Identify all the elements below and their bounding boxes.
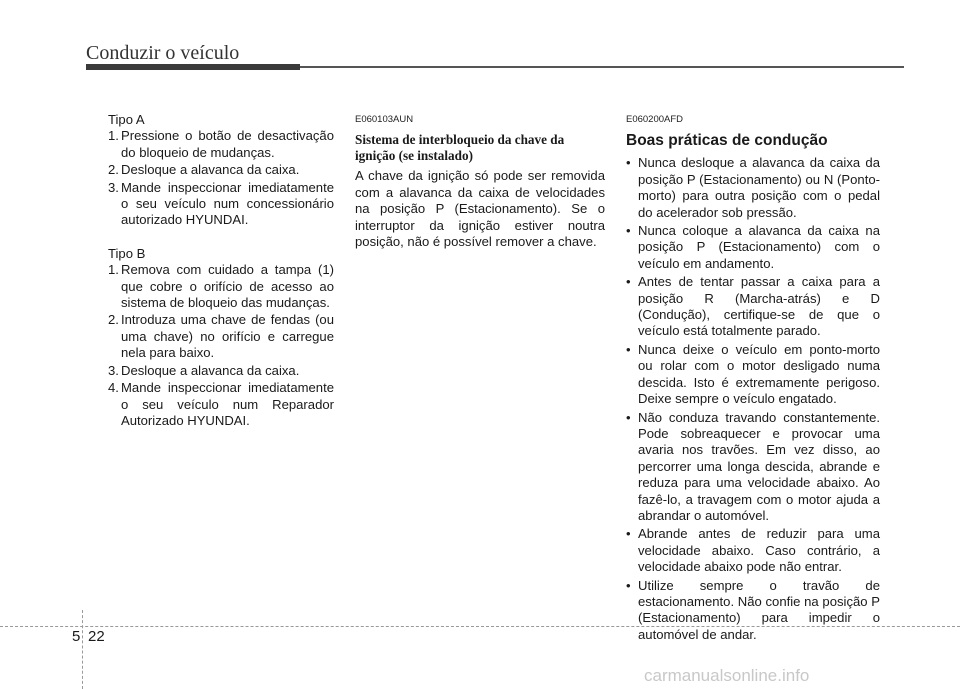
section-number: 5 [72,628,81,645]
bullet-text: Utilize sempre o travão de estacionamento. Não confie na posição P (Estacionamento) para impedir o automóvel de andar. [638,577,880,642]
step-number: 1. [108,128,119,144]
section-heading: Boas práticas de condução [626,132,828,150]
section-body: A chave da ignição só pode ser removida com a alavanca da caixa de velocidades na posição P (Estacionamento). Se o interruptor da ignição estiver noutra posição, não é possível remover a chave. [355,168,605,250]
bullet-icon: • [626,155,631,171]
step-text: Mande inspeccionar imediatamente o seu veículo num Reparador Autorizado HYUNDAI. [121,380,334,428]
list-item [626,223,880,272]
list-item [108,262,334,311]
list-item [108,128,334,161]
bullet-text: Antes de tentar passar a caixa para a posição R (Marcha-atrás) e D (Condução), certifique-se de que o veículo está totalmente parado. [638,274,880,339]
list-item [108,312,334,361]
type-b-steps [108,262,334,429]
watermark-text: carmanualsonline.info [644,666,810,685]
step-text: Introduza uma chave de fendas (ou uma chave) no orifício e carregue nela para baixo. [121,312,334,361]
list-item [108,380,334,429]
list-item [108,180,334,229]
section-code: E060200AFD [626,114,684,125]
column-middle [355,112,605,250]
step-text: Remova com cuidado a tampa (1) que cobre o orifício de acesso ao sistema de bloqueio das mudanças. [121,262,334,311]
header-accent-bar [86,64,300,70]
step-number: 2. [108,162,119,178]
page-header-title: Conduzir o veículo [86,42,240,64]
bullet-text: Nunca desloque a alavanca da caixa da posição P (Estacionamento) ou N (Ponto-morto) para outra posição com o pedal do acelerador sob pressão. [638,155,880,220]
bullet-icon: • [626,577,631,593]
list-item [626,274,880,340]
column-right [626,112,880,645]
type-a-label: Tipo A [108,112,145,127]
step-number: 2. [108,312,119,328]
list-item [108,162,334,178]
list-item [626,155,880,221]
footer-divider-vertical [82,610,83,689]
bullet-list [626,155,880,643]
bullet-icon: • [626,526,631,542]
section-heading: Sistema de interbloqueio da chave da ignição (se instalado) [355,132,565,163]
bullet-text: Não conduza travando constantemente. Pode sobreaquecer e provocar uma avaria nos travões. Em vez disso, ao percorrer uma longa descida, abrande e reduza para uma velocidade abaixo. Ao fazê-lo, a travagem com o motor ajuda a abrandar o automóvel. [638,409,880,523]
column-left [108,112,334,430]
list-item [626,578,880,644]
step-text: Desloque a alavanca da caixa. [121,162,300,178]
bullet-icon: • [626,409,631,425]
bullet-icon: • [626,274,631,290]
step-number: 1. [108,262,119,278]
bullet-icon: • [626,223,631,239]
list-item [108,363,334,379]
footer-divider-horizontal [0,626,960,627]
step-text: Desloque a alavanca da caixa. [121,362,300,378]
step-number: 3. [108,179,119,195]
list-item [626,342,880,408]
bullet-text: Nunca coloque a alavanca da caixa na posição P (Estacionamento) com o veículo em andamento. [638,223,880,271]
bullet-text: Abrande antes de reduzir para uma velocidade abaixo. Caso contrário, a velocidade abaixo pode não entrar. [638,526,880,575]
type-b-label: Tipo B [108,245,146,261]
type-a-steps [108,128,334,228]
bullet-text: Nunca deixe o veículo em ponto-morto ou rolar com o motor desligado numa descida. Isto é extremamente perigoso. Deixe sempre o veículo engatado. [638,341,880,407]
step-text: Mande inspeccionar imediatamente o seu veículo num concessionário autorizado HYUNDAI. [121,179,334,228]
section-code: E060103AUN [355,114,414,125]
step-number: 3. [108,362,119,378]
list-item [626,526,880,575]
page-number: 22 [88,628,105,645]
list-item [626,410,880,525]
step-number: 4. [108,380,119,396]
bullet-icon: • [626,341,631,357]
step-text: Pressione o botão de desactivação do bloqueio de mudanças. [121,128,334,160]
